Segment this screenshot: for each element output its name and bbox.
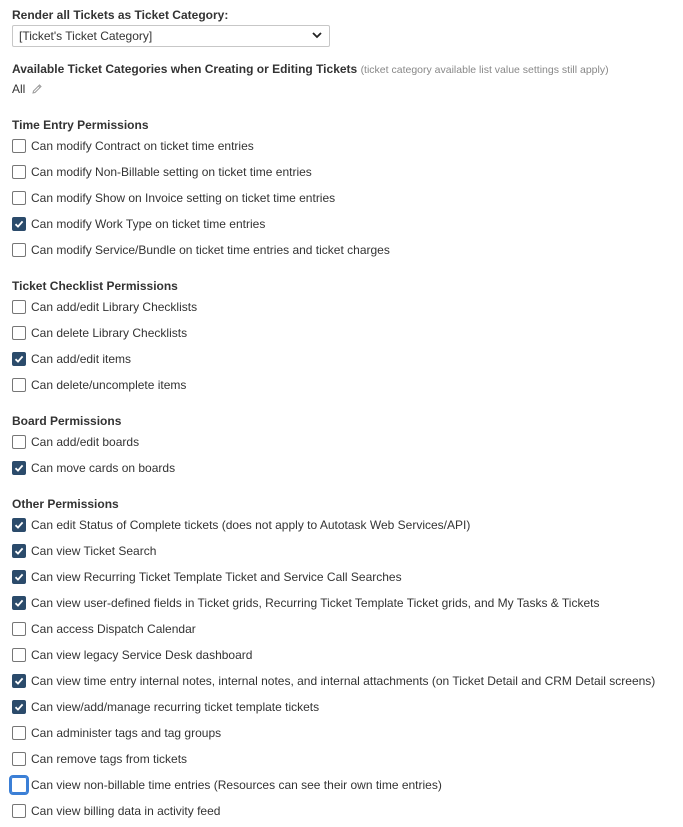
available-categories-value: All: [12, 82, 26, 96]
permission-label: Can edit Status of Complete tickets (does not apply to Autotask Web Services/API): [31, 518, 471, 532]
board-permissions-title: Board Permissions: [12, 414, 122, 428]
permission-checkbox[interactable]: [12, 674, 26, 688]
other-permissions-title: Other Permissions: [12, 497, 119, 511]
chevron-down-icon: [311, 29, 323, 41]
permission-checkbox[interactable]: [12, 596, 26, 610]
permission-label: Can modify Service/Bundle on ticket time entries and ticket charges: [31, 243, 390, 257]
permission-row[interactable]: [12, 543, 156, 559]
permission-checkbox[interactable]: [12, 217, 26, 231]
permission-label: Can delete Library Checklists: [31, 326, 188, 340]
permission-checkbox[interactable]: [12, 352, 26, 366]
checkmark-icon: [14, 702, 24, 712]
permission-checkbox[interactable]: [12, 804, 26, 818]
available-categories-note: (ticket category available list value settings still apply): [360, 64, 609, 76]
checkmark-icon: [14, 598, 24, 608]
permission-row[interactable]: [12, 216, 265, 232]
permission-checkbox[interactable]: [12, 191, 26, 205]
checkmark-icon: [14, 676, 24, 686]
permission-label: Can administer tags and tag groups: [31, 726, 222, 740]
permission-checkbox[interactable]: [12, 700, 26, 714]
permission-row[interactable]: [12, 325, 187, 341]
permission-checkbox[interactable]: [12, 326, 26, 340]
checkmark-icon: [14, 219, 24, 229]
permission-label: Can view/add/manage recurring ticket template tickets: [31, 700, 320, 714]
checkmark-icon: [14, 572, 24, 582]
permission-checkbox[interactable]: [12, 544, 26, 558]
permission-row[interactable]: [12, 299, 197, 315]
permission-label: Can view user-defined fields in Ticket grids, Recurring Ticket Template Ticket grids, and My Tasks & Tickets: [31, 596, 600, 610]
permission-checkbox[interactable]: [12, 752, 26, 766]
permission-label: Can view time entry internal notes, internal notes, and internal attachments (on Ticket Detail and CRM Detail screens): [31, 674, 656, 688]
permission-checkbox[interactable]: [12, 378, 26, 392]
permission-row[interactable]: [12, 190, 335, 206]
permission-checkbox[interactable]: [11, 777, 27, 793]
permission-row[interactable]: [12, 434, 139, 450]
permission-row[interactable]: [12, 699, 319, 715]
permission-row[interactable]: [12, 751, 187, 767]
permission-checkbox[interactable]: [12, 570, 26, 584]
render-category-value: [Ticket's Ticket Category]: [19, 29, 153, 43]
permission-row[interactable]: [12, 569, 402, 585]
permission-row[interactable]: [12, 621, 196, 637]
permission-row[interactable]: [12, 377, 186, 393]
permission-label: Can modify Show on Invoice setting on ticket time entries: [31, 191, 336, 205]
permission-row[interactable]: [12, 517, 470, 533]
permission-checkbox[interactable]: [12, 726, 26, 740]
permission-label: Can view Recurring Ticket Template Ticket and Service Call Searches: [31, 570, 402, 584]
available-categories-header: [12, 62, 609, 76]
permission-label: Can access Dispatch Calendar: [31, 622, 196, 636]
permission-label: Can modify Contract on ticket time entries: [31, 139, 254, 153]
permission-label: Can add/edit Library Checklists: [31, 300, 198, 314]
permission-label: Can modify Non-Billable setting on ticket time entries: [31, 165, 312, 179]
permission-checkbox[interactable]: [12, 518, 26, 532]
checkmark-icon: [14, 354, 24, 364]
permission-label: Can remove tags from tickets: [31, 752, 188, 766]
checkmark-icon: [14, 463, 24, 473]
permission-row[interactable]: [12, 673, 655, 689]
permission-checkbox[interactable]: [12, 139, 26, 153]
permission-row[interactable]: [12, 138, 254, 154]
render-category-label: Render all Tickets as Ticket Category:: [12, 8, 229, 22]
permission-row[interactable]: [12, 595, 599, 611]
available-categories-label: Available Ticket Categories when Creating or Editing Tickets: [12, 62, 358, 76]
pencil-icon[interactable]: [31, 83, 43, 95]
permission-checkbox[interactable]: [12, 243, 26, 257]
permission-label: Can view billing data in activity feed: [31, 804, 221, 818]
render-category-select[interactable]: [12, 25, 330, 47]
permission-label: Can view non-billable time entries (Resources can see their own time entries): [31, 778, 442, 792]
permission-label: Can view legacy Service Desk dashboard: [31, 648, 253, 662]
permission-row[interactable]: [12, 777, 442, 793]
permission-checkbox[interactable]: [12, 300, 26, 314]
permission-row[interactable]: [12, 647, 252, 663]
permission-checkbox[interactable]: [12, 165, 26, 179]
permission-checkbox[interactable]: [12, 461, 26, 475]
permission-row[interactable]: [12, 164, 312, 180]
permission-row[interactable]: [12, 351, 131, 367]
permission-row[interactable]: [12, 460, 175, 476]
permission-row[interactable]: [12, 725, 221, 741]
permission-label: Can view Ticket Search: [31, 544, 157, 558]
permission-row[interactable]: [12, 242, 390, 258]
permission-label: Can modify Work Type on ticket time entries: [31, 217, 266, 231]
permission-label: Can add/edit boards: [31, 435, 140, 449]
checkmark-icon: [14, 546, 24, 556]
ticket-checklist-permissions-title: Ticket Checklist Permissions: [12, 279, 178, 293]
time-entry-permissions-title: Time Entry Permissions: [12, 118, 149, 132]
permission-checkbox[interactable]: [12, 648, 26, 662]
checkmark-icon: [14, 520, 24, 530]
permission-row[interactable]: [12, 803, 220, 819]
permission-label: Can add/edit items: [31, 352, 132, 366]
permission-label: Can move cards on boards: [31, 461, 176, 475]
permission-checkbox[interactable]: [12, 435, 26, 449]
permission-label: Can delete/uncomplete items: [31, 378, 187, 392]
available-categories-value-row: [12, 82, 43, 96]
permission-checkbox[interactable]: [12, 622, 26, 636]
